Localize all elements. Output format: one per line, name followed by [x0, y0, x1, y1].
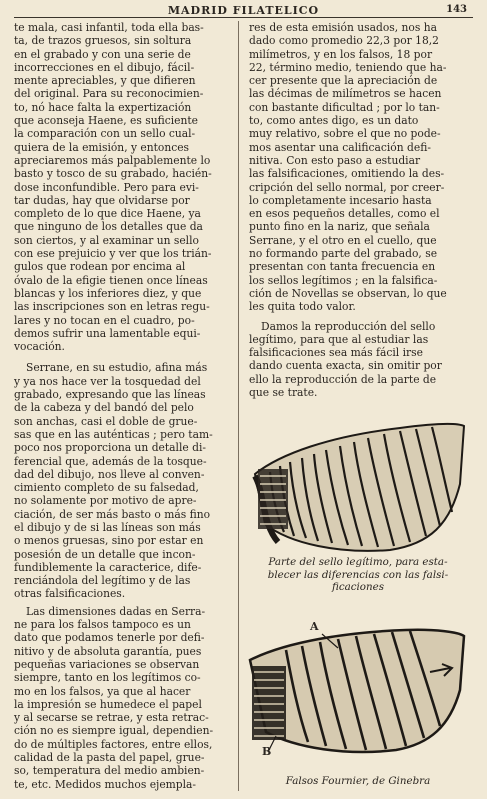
- figure-2-label-b: B: [262, 745, 272, 758]
- left-column: [14, 21, 228, 791]
- page-number: 143: [446, 4, 467, 15]
- column-divider: [238, 21, 239, 791]
- figure-1-caption: Parte del sello legítimo, para esta- blecer las diferencias con las falsi- ficaciones: [267, 556, 449, 593]
- figure-2-label-a: A: [310, 620, 319, 633]
- forgery-engraving-image: [246, 620, 470, 760]
- running-title: MADRID FILATELICO: [167, 4, 320, 17]
- header-rule: [14, 17, 473, 18]
- stamp-engraving-image: [250, 414, 470, 554]
- figure-fournier-forgery: [246, 620, 470, 760]
- left-paragraph-1: te mala, casi infantil, toda ella bas- ta, de trazos gruesos, sin soltura en el grabado y con una serie de incorrecciones en el dibujo, fácil- mente apreciables, y que difieren del original. Para su reconocimien- to, nó hace falta la expertización que aconseja Haene, es suficiente la comparación con un sello cual- quiera de la emisión, y entonces apreciaremos más palpablemente lo basto y tosco de su grabado, hacién- dose inconfundible. Pero para evi- tar dudas, hay que olvidarse por completo de lo que dice Haene, ya que ninguno de los detalles que da son ciertos, y al examinar un sello con ese prejuicio y ver que los trián- gulos que rodean por encima al óvalo de la efigie tienen once líneas blancas y los inferiores diez, y que las inscripciones son en letras regu- lares y no tocan en el cuadro, po- demos sufrir una lamentable equi- vocación.: [14, 21, 212, 354]
- figure-legitimate-stamp: [250, 414, 470, 554]
- left-paragraph-2: Serrane, en su estudio, afina más y ya nos hace ver la tosquedad del grabado, expresando que las líneas de la cabeza y del bandó del pelo son anchas, casi el doble de grue- sas que en las auténticas ; pero tam- poco nos proporciona un detalle di- ferencial que, además de la tosque- dad del dibujo, nos lleve al conven- cimiento completo de su falsedad, no solamente por motivo de apre- ciación, de ser más basto o más fino el dibujo y de si las líneas son más o menos gruesas, sino por estar en posesión de un detalle que incon- fundiblemente la caracterice, dife- renciándola del legítimo y de las otras falsificaciones.: [14, 361, 213, 601]
- figure-2-caption: Falsos Fournier, de Ginebra: [285, 775, 431, 787]
- right-paragraph-2: Damos la reproducción del sello legítimo, para que al estudiar las falsificaciones sea más fácil irse dando cuenta exacta, sin omitir por ello la reproducción de la parte de que se trate.: [249, 319, 442, 400]
- right-paragraph-1: res de esta emisión usados, nos ha dado como promedio 22,3 por 18,2 milímetros, y en los falsos, 18 por 22, término medio, teniendo que ha- cer presente que la apreciación de las décimas de milímetros se hacen con bastante dificultad ; por lo tan- to, como antes digo, es un dato muy relativo, sobre el que no pode- mos asentar una calificación defi- nitiva. Con esto paso a estudiar las falsificaciones, omitiendo la des- cripción del sello normal, por creer- lo completamente incesario hasta en esos pequeños detalles, como el punto fino en la nariz, que señala Serrane, y el otro en el cuello, que no formando parte del grabado, se presentan con tanta frecuencia en los sellos legítimos ; en la falsifica- ción de Novellas se observan, lo que les quita todo valor.: [249, 21, 447, 314]
- right-column: [249, 21, 471, 399]
- page-header: [0, 0, 487, 20]
- left-paragraph-3: Las dimensiones dadas en Serra- ne para los falsos tampoco es un dato que podamos tenerle por defi- nitivo y de absoluta garantía, pues pequeñas variaciones se observan siempre, tanto en los legítimos co- mo en los falsos, ya que al hacer la impresión se humedece el papel y al secarse se retrae, y esta retrac- ción no es siempre igual, dependien- do de múltiples factores, entre ellos, calidad de la pasta del papel, grue- so, temperatura del medio ambien- te, etc. Medidos muchos ejempla-: [14, 604, 214, 791]
